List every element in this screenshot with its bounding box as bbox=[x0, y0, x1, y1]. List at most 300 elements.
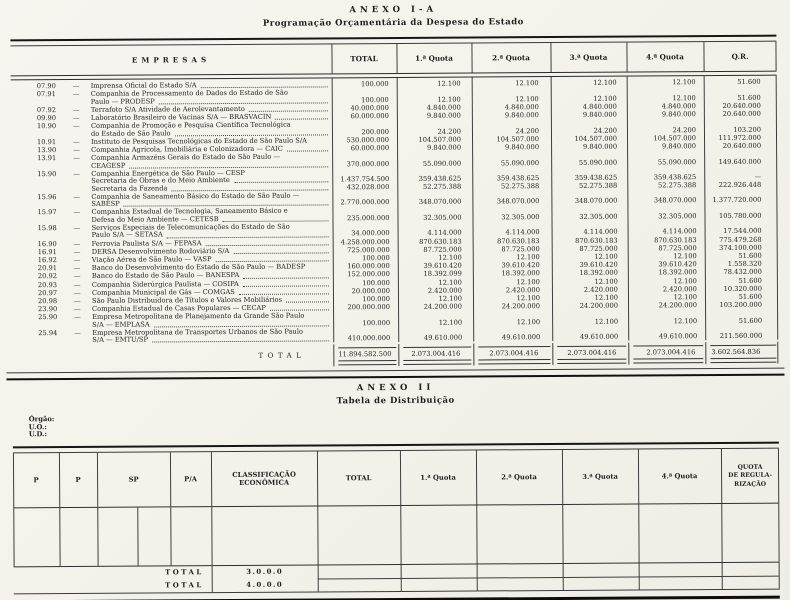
t1-company-name: Serviços Especiais de Telecomunicações do Estado de São bbox=[91, 222, 290, 232]
t1-value-cell: 24.200.000 bbox=[501, 302, 541, 311]
t1-company-name: Companhia Energética de São Paulo — CESP bbox=[91, 168, 245, 178]
t1-company-code: 20.92 bbox=[37, 272, 58, 281]
t1-company-name: SABESP bbox=[91, 199, 120, 209]
t1-value-cell: 52.275.388 bbox=[500, 181, 540, 190]
t1-value-cell: 39.610.420 bbox=[423, 261, 462, 270]
t1-value-cell: 359.438.625 bbox=[653, 173, 697, 182]
t1-value-cell: 370.000.000 bbox=[346, 159, 390, 168]
t1-value-cell: 55.090.000 bbox=[578, 158, 618, 167]
t1-company-cell bbox=[12, 336, 333, 345]
t1-company-name: Instituto de Pesquisas Tecnológicas do Estado de São Paulo S/A bbox=[91, 136, 307, 146]
t1-value-cell: 12.100 bbox=[516, 253, 540, 262]
column-header-quota4: 4.ª Quota bbox=[646, 52, 684, 62]
anexo1-header-row bbox=[10, 42, 776, 76]
t1-company-code: 25.94 bbox=[38, 328, 58, 338]
dotted-leader bbox=[216, 260, 329, 263]
dotted-leader bbox=[206, 243, 329, 246]
t1-company-name: DERSA Desenvolvimento Rodoviário S/A bbox=[91, 246, 230, 256]
t1-company-code: 15.98 bbox=[37, 224, 57, 233]
t1-company-code: 20.97 bbox=[37, 288, 58, 297]
t1-value-cell: 9.840.000 bbox=[582, 110, 617, 119]
t1-value-cell: 100.000 bbox=[361, 95, 389, 104]
t1-code-dash: — bbox=[72, 114, 80, 123]
t1-value-cell: 4.114.000 bbox=[662, 227, 697, 236]
t1-value-cell: 2.770.000.000 bbox=[340, 198, 390, 207]
t1-value-cell: 149.640.000 bbox=[718, 157, 762, 166]
t1-value-cell: 18.392.000 bbox=[658, 268, 697, 277]
t1-value-cell: 348.070.000 bbox=[496, 197, 540, 206]
t1-value-cell: 18.392.000 bbox=[579, 268, 618, 278]
t2-column-header-p2: P bbox=[75, 475, 81, 485]
t1-code-dash: — bbox=[72, 105, 80, 114]
t1-value-cell: 78.432.000 bbox=[723, 268, 762, 277]
t1-company-name: Companhia Estadual de Casas Populares — CECAP bbox=[92, 303, 266, 313]
table-row bbox=[11, 166, 777, 193]
column-header-qr: Q.R. bbox=[731, 51, 749, 61]
dotted-leader bbox=[233, 251, 328, 254]
t1-value-cell: 348.070.000 bbox=[653, 196, 697, 205]
t1-grand-total-value: 2.073.004.416 bbox=[403, 347, 471, 359]
column-rule bbox=[333, 345, 334, 367]
t1-value-cell: 51.600 bbox=[737, 93, 761, 102]
t1-code-dash: — bbox=[73, 192, 81, 201]
column-rule bbox=[628, 343, 629, 365]
t1-company-code: 16.90 bbox=[37, 239, 57, 248]
t1-company-name: Viação Aérea de São Paulo — VASP bbox=[91, 255, 212, 264]
t1-value-cell: 87.725.000 bbox=[423, 245, 462, 254]
column-rule bbox=[212, 566, 213, 592]
dotted-leader bbox=[243, 276, 329, 279]
org-label-orgao: Órgão: bbox=[28, 415, 55, 424]
column-header-quota1: 1.ª Quota bbox=[415, 53, 453, 63]
t1-value-cell: 12.100 bbox=[516, 293, 541, 303]
t1-company-name: Secretaria de Obras e do Meio Ambiente bbox=[91, 176, 230, 186]
column-rule bbox=[705, 343, 706, 365]
t1-value-cell: 12.100 bbox=[438, 294, 463, 303]
t1-value-cell: 51.600 bbox=[738, 251, 762, 260]
anexo2-title: ANEXO II bbox=[356, 383, 435, 394]
t1-value-cell: 12.100 bbox=[594, 317, 619, 326]
t1-value-cell: 49.610.000 bbox=[423, 333, 463, 343]
t1-value-cell: 200.000 bbox=[361, 127, 389, 136]
t1-code-dash: — bbox=[73, 137, 80, 146]
t1-value-cell: 100.000 bbox=[362, 318, 391, 327]
t1-value-cell: 359.438.625 bbox=[418, 174, 462, 184]
t1-company-name: São Paulo Distribuidora de Títulos e Valores Mobiliários bbox=[91, 295, 283, 305]
dotted-leader bbox=[223, 219, 329, 222]
dotted-leader bbox=[286, 300, 329, 302]
t1-value-cell: 100.000 bbox=[362, 253, 390, 263]
t1-value-cell: 9.840.000 bbox=[427, 143, 462, 152]
t1-value-cell: 60.000.000 bbox=[350, 144, 390, 153]
t1-value-cell: 200.000.000 bbox=[347, 303, 391, 312]
column-rule bbox=[775, 42, 776, 71]
heavy-rule-separator bbox=[6, 368, 784, 381]
column-rule bbox=[137, 508, 138, 566]
double-underline bbox=[478, 359, 550, 364]
t1-company-name: Empresa Metropolitana de Transportes Urbanos de São Paulo bbox=[92, 327, 304, 337]
t1-grand-total-value: 2.073.004.416 bbox=[633, 346, 703, 358]
t1-value-cell: 103.200 bbox=[733, 125, 761, 134]
t1-value-cell: 12.100 bbox=[673, 252, 697, 261]
t1-value-cell: 10.320.000 bbox=[723, 284, 762, 293]
t1-company-code: 23.90 bbox=[38, 305, 58, 314]
t1-value-cell: 49.610.000 bbox=[579, 332, 619, 342]
t1-company-name: Imprensa Oficial do Estado S/A bbox=[90, 81, 197, 91]
t1-value-cell: 51.600 bbox=[737, 77, 761, 87]
t1-value-cell: 12.100 bbox=[672, 78, 696, 87]
t2-column-header-classificacao: CLASSIFICAÇÃO ECONÔMICA bbox=[232, 470, 296, 488]
dotted-leader bbox=[249, 110, 328, 112]
t1-value-cell: 2.420.000 bbox=[662, 284, 697, 294]
t1-value-cell: 9.840.000 bbox=[426, 111, 461, 120]
anexo2-subtitle: Tabela de Distribuição bbox=[336, 396, 455, 407]
t1-value-cell: 12.100 bbox=[438, 253, 462, 262]
t1-company-code: 10.91 bbox=[37, 137, 57, 147]
t1-value-cell: 12.100 bbox=[516, 277, 540, 286]
t1-grand-total-cell bbox=[552, 343, 628, 365]
t1-value-cell: 49.610.000 bbox=[658, 332, 698, 341]
column-header-quota2: 2.ª Quota bbox=[492, 53, 530, 63]
t1-value-cell: 87.725.000 bbox=[579, 244, 618, 253]
column-rule bbox=[722, 563, 723, 589]
t1-value-cell: 530.000.000 bbox=[346, 135, 390, 145]
t2-column-header-quota4: 4.ª Quota bbox=[661, 472, 698, 481]
t1-company-name: CEAGESP bbox=[91, 161, 126, 170]
anexo2-header-row bbox=[13, 449, 779, 508]
t2-total-label-1: TOTAL bbox=[165, 568, 204, 577]
t1-value-cell: 4.840.000 bbox=[661, 102, 696, 111]
t1-grand-total-cell bbox=[333, 344, 398, 366]
column-rule bbox=[476, 506, 477, 564]
t1-value-cell: 348.070.000 bbox=[574, 196, 618, 206]
t1-company-code: 20.91 bbox=[37, 264, 57, 273]
t1-company-name: Laboratório Brasileiro de Vacinas S/A — BRASVACIN bbox=[90, 112, 272, 122]
t1-grand-total-value: 11.894.582.500 bbox=[338, 347, 396, 359]
t1-value-cell: 34.000.000 bbox=[351, 229, 390, 238]
dotted-leader bbox=[287, 150, 328, 152]
org-label-ud: U.D.: bbox=[28, 430, 48, 439]
t1-value-cell: 104.507.000 bbox=[653, 134, 697, 143]
t1-code-dash: — bbox=[73, 239, 81, 248]
t1-company-code: 25.90 bbox=[38, 313, 58, 322]
total-row-label: TOTAL bbox=[258, 351, 306, 361]
t1-value-cell: — bbox=[754, 173, 762, 182]
double-underline bbox=[338, 360, 396, 365]
t1-value-cell: 725.000.000 bbox=[347, 245, 390, 255]
t1-code-dash: — bbox=[73, 169, 80, 178]
t1-value-cell: 104.507.000 bbox=[496, 135, 540, 144]
t1-value-cell: 111.972.000 bbox=[718, 133, 762, 142]
t2-column-header-quota-regularizacao: QUOTA DE REGULA- RIZAÇÃO bbox=[728, 463, 773, 488]
dotted-leader bbox=[129, 165, 328, 168]
t1-value-cell: 18.392.000 bbox=[501, 269, 540, 278]
t2-empty-body bbox=[13, 504, 779, 567]
dotted-leader bbox=[152, 340, 329, 343]
t1-value-cell: 12.100 bbox=[516, 317, 541, 326]
t1-value-cell: 17.544.000 bbox=[723, 227, 762, 236]
t1-grand-total-value: 3.602.564.836 bbox=[710, 345, 776, 357]
t1-value-cell: 870.630.183 bbox=[497, 236, 540, 245]
t1-value-cell: 4.258.000.000 bbox=[340, 237, 390, 246]
t1-code-dash: — bbox=[74, 313, 81, 322]
t1-value-cell: 2.420.000 bbox=[427, 286, 462, 295]
t1-company-code: 20.98 bbox=[37, 296, 58, 306]
t1-company-code: 15.90 bbox=[37, 169, 57, 179]
t1-company-name: Defesa do Meio Ambiente — CETESB bbox=[91, 214, 219, 224]
t2-column-header-quota2: 2.ª Quota bbox=[501, 473, 537, 482]
t1-company-name: Terrafoto S/A Atividade de Aerolevantamento bbox=[90, 104, 245, 114]
t1-company-name: Secretaria da Fazenda bbox=[91, 184, 168, 193]
column-rule bbox=[396, 44, 397, 73]
t1-value-cell: 39.610.420 bbox=[579, 260, 618, 269]
column-rule bbox=[59, 508, 60, 566]
t1-value-cell: 1.437.754.500 bbox=[340, 175, 390, 184]
t1-value-cell: 103.200.000 bbox=[719, 300, 763, 310]
t1-company-name: Companhia Siderúrgica Paulista — COSIPA bbox=[91, 279, 239, 289]
t1-value-cell: 12.100 bbox=[437, 79, 461, 88]
t1-code-dash: — bbox=[74, 328, 81, 337]
t2-column-header-quota1: 1.ª Quota bbox=[420, 473, 456, 482]
t1-value-cell: 211.560.000 bbox=[719, 331, 763, 341]
t1-value-cell: 18.392.099 bbox=[423, 269, 462, 279]
column-rule bbox=[550, 43, 551, 72]
t1-company-code: 15.97 bbox=[37, 208, 57, 217]
t1-code-dash: — bbox=[74, 304, 81, 314]
t1-value-cell: 12.100 bbox=[437, 95, 461, 104]
t1-value-cell: 20.640.000 bbox=[722, 101, 761, 110]
t1-code-dash: — bbox=[73, 154, 80, 163]
t1-company-code: 07.92 bbox=[36, 106, 57, 115]
anexo1-title: ANEXO I-A bbox=[349, 4, 438, 16]
column-rule bbox=[398, 344, 399, 366]
org-labels bbox=[29, 412, 790, 439]
dotted-leader bbox=[270, 309, 329, 311]
t1-company-name: Companhia Armazéns Gerais do Estado de São Paulo — bbox=[91, 152, 281, 163]
t1-company-code: 09.90 bbox=[36, 114, 57, 123]
dotted-leader bbox=[284, 159, 328, 160]
dotted-leader bbox=[243, 284, 329, 287]
t1-code-dash: — bbox=[72, 90, 80, 99]
t1-value-cell: 24.200 bbox=[593, 126, 617, 135]
dotted-leader bbox=[292, 213, 329, 214]
t1-value-cell: 24.200.000 bbox=[423, 302, 463, 311]
column-rule bbox=[703, 42, 704, 71]
t1-company-code: 13.90 bbox=[37, 146, 57, 155]
t1-code-dash: — bbox=[73, 296, 81, 305]
double-underline bbox=[403, 359, 471, 364]
column-rule bbox=[638, 505, 639, 563]
t1-value-cell: 12.100 bbox=[673, 316, 698, 325]
t2-totals-block bbox=[14, 563, 780, 594]
t1-company-code: 10.90 bbox=[36, 122, 57, 131]
t1-company-name: Banco do Desenvolvimento do Estado de São Paulo — BADESP bbox=[91, 262, 306, 272]
double-underline bbox=[557, 359, 626, 364]
t1-grand-total-value: 2.073.004.416 bbox=[557, 346, 626, 358]
column-header-empresas: EMPRESAS bbox=[131, 55, 211, 65]
t1-value-cell: 51.600 bbox=[738, 292, 763, 301]
column-rule bbox=[170, 508, 171, 566]
t1-code-dash: — bbox=[73, 223, 81, 232]
t1-code-dash: — bbox=[73, 208, 81, 217]
t1-company-code: 07.91 bbox=[36, 90, 56, 99]
t1-value-cell: 87.725.000 bbox=[658, 243, 697, 253]
t1-company-name: S/A — EMTU/SP bbox=[92, 335, 149, 345]
t1-company-code: 16.91 bbox=[37, 247, 57, 256]
t1-company-name: Companhia Agrícola, Imobiliária e Colonizadora — CAIC bbox=[91, 144, 283, 154]
t1-grand-total-cell bbox=[628, 343, 705, 365]
t1-value-cell: 9.840.000 bbox=[504, 143, 540, 152]
t1-value-cell: 2.420.000 bbox=[583, 285, 618, 294]
dotted-leader bbox=[308, 318, 329, 319]
column-rule bbox=[471, 44, 472, 73]
t1-value-cell: 100.000 bbox=[362, 278, 390, 287]
t1-value-cell: 52.275.388 bbox=[657, 180, 697, 190]
t1-company-name: Paulo — PRODESP bbox=[90, 97, 155, 106]
dotted-leader bbox=[275, 118, 328, 120]
t2-column-header-quota3: 3.ª Quota bbox=[582, 472, 618, 481]
t1-value-cell: 4.840.000 bbox=[504, 103, 539, 112]
t1-value-cell: 374.100.000 bbox=[719, 243, 762, 252]
t1-value-cell: 51.600 bbox=[738, 276, 762, 285]
t1-company-name: Companhia Municipal de Gás — COMGAS bbox=[91, 287, 235, 297]
t1-value-cell: 1.558.320 bbox=[727, 259, 762, 269]
column-rule bbox=[562, 505, 563, 563]
t1-company-name: Companhia de Saneamento Básico do Estado de São Paulo — bbox=[91, 191, 300, 201]
t2-total-code-1: 3.0.0.0 bbox=[246, 568, 284, 577]
dotted-leader bbox=[295, 127, 328, 128]
t1-value-cell: 12.100 bbox=[594, 252, 618, 261]
t1-value-cell: 12.100 bbox=[515, 79, 539, 88]
t1-value-cell: 4.114.000 bbox=[427, 228, 462, 238]
t1-value-cell: 20.000.000 bbox=[351, 286, 390, 295]
t1-value-cell: 24.200 bbox=[515, 126, 539, 135]
t1-value-cell: 4.840.000 bbox=[582, 102, 617, 111]
column-rule bbox=[473, 344, 474, 366]
column-rule bbox=[626, 43, 627, 72]
dotted-leader bbox=[239, 292, 329, 295]
column-rule bbox=[563, 564, 564, 590]
anexo2-table bbox=[13, 442, 780, 600]
t2-total-code-2: 4.0.0.0 bbox=[246, 581, 284, 590]
t1-grand-total-cell bbox=[473, 343, 552, 365]
t1-code-dash: — bbox=[73, 247, 81, 256]
dotted-leader bbox=[201, 86, 328, 89]
column-rule bbox=[477, 565, 478, 591]
t1-value-cell: 1.377.720.000 bbox=[712, 195, 762, 205]
t1-company-name: Companhia Estadual de Tecnologia, Saneamento Básico e bbox=[91, 207, 288, 217]
spacer bbox=[14, 580, 134, 594]
t1-value-cell: 24.200 bbox=[672, 125, 696, 135]
column-rule bbox=[331, 44, 332, 73]
t1-value-cell: 152.000.000 bbox=[347, 270, 390, 279]
t1-value-cell: 235.000.000 bbox=[346, 213, 390, 223]
t1-value-cell: 49.610.000 bbox=[501, 333, 541, 342]
t1-grand-total-cell bbox=[705, 342, 778, 364]
t1-value-cell: 222.926.448 bbox=[718, 180, 762, 189]
t1-value-cell: 51.600 bbox=[738, 316, 763, 325]
t1-company-name: Paulo S/A — SETASA bbox=[91, 230, 163, 240]
org-label-uo: U.O.: bbox=[28, 422, 47, 431]
t1-code-dash: — bbox=[73, 146, 80, 155]
t1-value-cell: 12.100 bbox=[673, 276, 697, 285]
t1-value-cell: 432.028.000 bbox=[346, 182, 390, 191]
t1-value-cell: 4.840.000 bbox=[426, 103, 461, 112]
t1-value-cell: 12.100 bbox=[438, 278, 462, 287]
t1-value-cell: 410.000.000 bbox=[347, 334, 391, 343]
t1-code-dash: — bbox=[73, 264, 81, 273]
t1-value-cell: 87.725.000 bbox=[501, 244, 540, 254]
dotted-leader bbox=[311, 143, 328, 144]
anexo1-subtitle: Programação Orçamentária da Despesa do Estado bbox=[262, 17, 524, 29]
t1-value-cell: 12.100 bbox=[593, 78, 617, 87]
t1-value-cell: 12.100 bbox=[593, 94, 617, 103]
t1-grand-total-value: 2.073.004.416 bbox=[478, 346, 550, 358]
t1-value-cell: 9.840.000 bbox=[661, 142, 697, 151]
column-rule bbox=[639, 564, 640, 590]
t1-company-name: Empresa Metropolitana de Planejamento da Grande São Paulo bbox=[92, 311, 305, 322]
t1-company-code: 20.93 bbox=[37, 280, 58, 289]
t1-code-dash: — bbox=[73, 280, 81, 289]
t1-value-cell: 55.090.000 bbox=[657, 157, 697, 167]
t1-company-name: Companhia de Processamento de Dados do Estado de São bbox=[90, 89, 288, 99]
t1-value-cell: 359.438.625 bbox=[574, 173, 618, 183]
t1-value-cell: 40.000.000 bbox=[350, 103, 389, 113]
t1-value-cell: 55.090.000 bbox=[422, 159, 462, 168]
t1-value-cell: 100.000 bbox=[362, 294, 391, 304]
column-rule bbox=[779, 563, 780, 589]
t1-grand-total-cell bbox=[398, 344, 473, 366]
t1-code-dash: — bbox=[73, 255, 81, 264]
t1-company-code: 07.90 bbox=[36, 82, 56, 91]
dotted-leader bbox=[234, 181, 328, 184]
t1-value-cell: 775.479.268 bbox=[719, 235, 762, 244]
t1-value-cell: 9.840.000 bbox=[504, 111, 539, 120]
dotted-leader bbox=[303, 197, 328, 198]
dotted-leader bbox=[172, 188, 329, 191]
t1-value-cell: 870.630.183 bbox=[575, 236, 618, 245]
t1-value-cell: 870.630.183 bbox=[654, 235, 697, 244]
t1-value-cell: 24.200 bbox=[437, 127, 461, 136]
spacer bbox=[14, 567, 134, 581]
t1-body bbox=[11, 76, 779, 345]
column-header-quota3: 3.ª Quota bbox=[569, 52, 608, 62]
t1-value-cell: 348.070.000 bbox=[418, 197, 462, 207]
t1-code-dash: — bbox=[72, 122, 80, 131]
t1-value-cell: 60.000.000 bbox=[350, 112, 389, 121]
column-rule bbox=[552, 343, 553, 365]
t1-value-cell: 32.305.000 bbox=[658, 211, 697, 221]
dotted-leader bbox=[294, 229, 329, 230]
t1-value-cell: 2.420.000 bbox=[505, 285, 540, 295]
t1-value-cell: 12.100 bbox=[515, 94, 539, 104]
t2-column-header-p1: P bbox=[33, 476, 39, 485]
column-rule bbox=[777, 342, 778, 364]
t1-code-dash: — bbox=[72, 82, 80, 91]
t1-value-cell: 12.100 bbox=[594, 293, 619, 302]
t1-value-cell: 105.780.000 bbox=[718, 211, 762, 220]
t1-value-cell: 9.840.000 bbox=[582, 142, 618, 151]
t1-value-cell: 104.507.000 bbox=[574, 134, 618, 143]
t1-value-cell: 24.200.000 bbox=[658, 301, 698, 310]
t1-value-cell: 359.438.625 bbox=[496, 174, 540, 183]
t1-company-code: 16.92 bbox=[37, 256, 57, 265]
t1-value-cell: 4.114.000 bbox=[583, 228, 618, 237]
column-rule bbox=[400, 506, 401, 564]
column-header-total: TOTAL bbox=[350, 54, 378, 64]
t1-value-cell: 20.640.000 bbox=[722, 141, 762, 151]
dotted-leader bbox=[307, 333, 329, 334]
